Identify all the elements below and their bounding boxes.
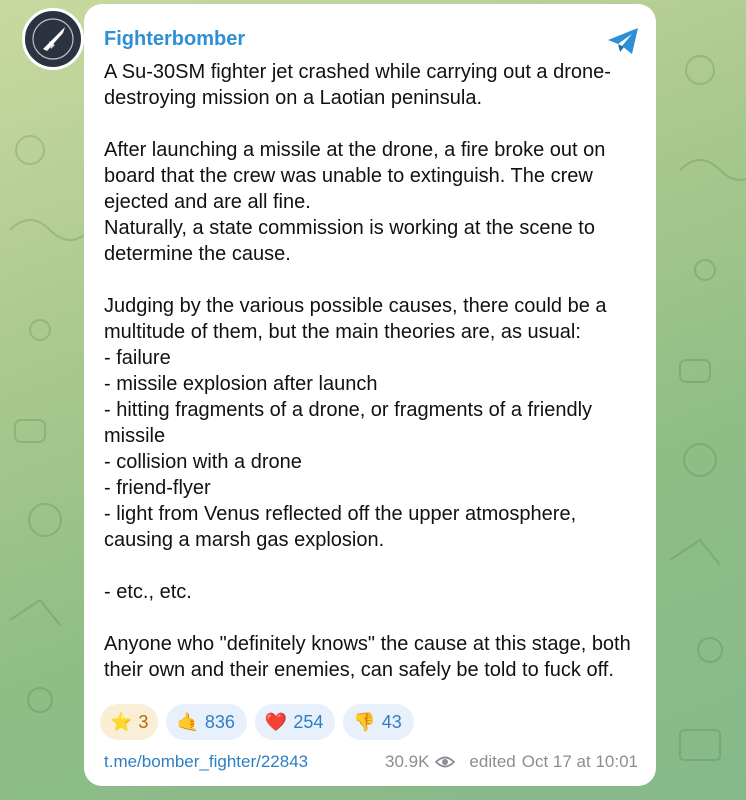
telegram-share-icon[interactable]	[606, 26, 640, 56]
reaction-count: 3	[138, 711, 149, 732]
message-bubble	[84, 4, 656, 786]
reaction-hand-button[interactable]	[166, 704, 246, 740]
reactions-bar	[100, 704, 414, 740]
heart-icon: ❤️	[264, 712, 288, 732]
message-text: A Su-30SM fighter jet crashed while carrying out a drone-destroying mission on a Laotian peninsula. After launching a missile at the drone, a fire broke out on board that the crew was unable to extinguish. The crew ejected and are all fine. Naturally, a state commission is working at the scene to determine the cause. Judging by the various possible causes, there could be a multitude of them, but the main theories are, as usual: - failure - missile explosion after launch - hitting fragments of a drone, or fragments of a friendly missile - collision with a drone - friend-flyer - light from Venus reflected off the upper atmosphere, causing a marsh gas explosion. - etc., etc. Anyone who "definitely knows" the cause at this stage, both their own and their enemies, can safely be told to fuck off.	[104, 61, 631, 681]
hand-icon: 🤙	[176, 712, 199, 732]
avatar-logo-icon	[25, 11, 81, 67]
eye-icon	[435, 755, 455, 769]
message-meta	[385, 752, 638, 772]
post-link[interactable]: t.me/bomber_fighter/22843	[104, 752, 309, 771]
view-count: 30.9K	[384, 752, 430, 771]
timestamp: Oct 17 at 10:01	[521, 752, 638, 771]
edited-label: edited	[469, 752, 516, 771]
reaction-heart-button[interactable]	[255, 704, 335, 740]
reaction-star-button[interactable]	[100, 704, 158, 740]
channel-name[interactable]: Fighterbomber	[104, 28, 246, 50]
reaction-thumbs-down-button[interactable]	[343, 704, 413, 740]
reaction-count: 43	[381, 711, 402, 732]
channel-avatar[interactable]	[22, 8, 84, 70]
star-icon: ⭐	[110, 712, 133, 732]
reaction-count: 254	[293, 711, 324, 732]
thumbs-down-icon: 👎	[353, 712, 376, 732]
message-footer	[104, 749, 638, 775]
reaction-count: 836	[204, 711, 235, 732]
